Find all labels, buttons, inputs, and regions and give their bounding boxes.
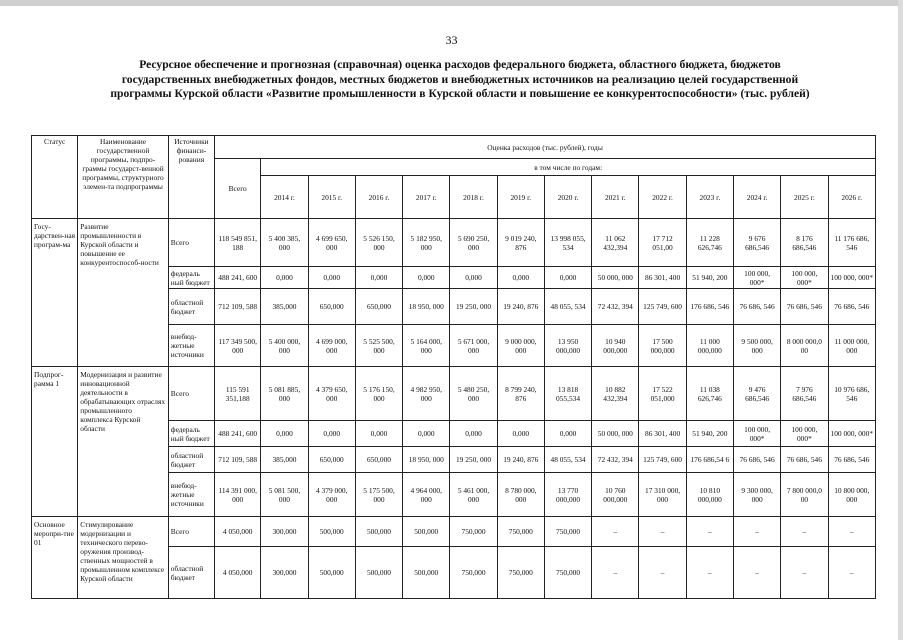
row-year-value: 5 182 950, 000: [403, 219, 450, 267]
row-source: Всего: [168, 517, 214, 547]
row-year-value: 100 000, 000*: [828, 267, 875, 289]
row-year-value: 19 250, 000: [450, 447, 497, 473]
row-year-value: 650,000: [308, 289, 355, 325]
row-year-value: 13 770 000,000: [544, 473, 591, 517]
row-status: Подпрог-рамма 1: [32, 367, 78, 517]
row-year-value: 0,000: [450, 267, 497, 289]
row-year-value: –: [686, 517, 733, 547]
row-year-value: 19 240, 876: [497, 289, 544, 325]
row-year-value: 100 000, 000*: [733, 421, 780, 447]
row-year-value: 4 699 000, 000: [308, 325, 355, 367]
page-number: 33: [445, 33, 458, 47]
row-year-value: 9 500 000, 000: [733, 325, 780, 367]
header-year: 2015 г.: [308, 176, 355, 219]
row-total: 118 549 851, 188: [215, 219, 261, 267]
document-title: [60, 58, 860, 102]
row-year-value: 0,000: [261, 267, 308, 289]
row-year-value: 8 176 686,546: [781, 219, 828, 267]
table-row: [32, 367, 876, 421]
header-year: 2021 г.: [592, 176, 639, 219]
header-including: в том числе по годам:: [261, 159, 876, 176]
row-year-value: 11 228 626,746: [686, 219, 733, 267]
row-year-value: 17 500 000,000: [639, 325, 686, 367]
row-year-value: 100 000, 000*: [733, 267, 780, 289]
row-year-value: –: [828, 547, 875, 599]
header-year: 2026 г.: [828, 176, 875, 219]
row-total: 4 050,000: [215, 547, 261, 599]
row-year-value: 0,000: [497, 421, 544, 447]
row-year-value: 650,000: [355, 447, 402, 473]
row-total: 115 591 351,188: [215, 367, 261, 421]
header-estimate: Оценка расходов (тыс. рублей), годы: [215, 136, 876, 159]
budget-table: [31, 135, 876, 599]
row-year-value: 17 712 051,00: [639, 219, 686, 267]
row-year-value: 0,000: [544, 267, 591, 289]
row-total: 117 349 500, 000: [215, 325, 261, 367]
row-year-value: 10 800 000, 000: [828, 473, 875, 517]
row-year-value: 0,000: [450, 421, 497, 447]
row-year-value: 4 964 000, 000: [403, 473, 450, 517]
row-source: областной бюджет: [168, 447, 214, 473]
header-status: Статус: [32, 136, 78, 219]
row-year-value: 100 000, 000*: [828, 421, 875, 447]
row-year-value: 51 940, 200: [686, 267, 733, 289]
row-year-value: 10 940 000,000: [592, 325, 639, 367]
row-year-value: 5 081 500, 000: [261, 473, 308, 517]
row-year-value: 17 522 051,000: [639, 367, 686, 421]
row-year-value: 9 476 686,546: [733, 367, 780, 421]
row-program-name: Стимулирование модернизации и технического перево-оружения производ-ственных мощностей в промышленном комплексе Курской области: [78, 517, 169, 599]
row-year-value: –: [592, 547, 639, 599]
row-year-value: –: [733, 517, 780, 547]
row-year-value: 9 676 686,546: [733, 219, 780, 267]
header-year: 2019 г.: [497, 176, 544, 219]
row-year-value: 500,000: [355, 517, 402, 547]
row-year-value: 5 164 000, 000: [403, 325, 450, 367]
row-total: 712 109, 588: [215, 447, 261, 473]
row-year-value: 176 686, 546: [686, 289, 733, 325]
row-year-value: 5 081 885, 000: [261, 367, 308, 421]
row-status: Госу-дарствен-ная програм-ма: [32, 219, 78, 367]
row-total: 4 050,000: [215, 517, 261, 547]
row-year-value: 500,000: [308, 547, 355, 599]
row-year-value: 750,000: [497, 547, 544, 599]
row-year-value: 500,000: [403, 547, 450, 599]
header-year: 2017 г.: [403, 176, 450, 219]
row-year-value: 5 400 000, 000: [261, 325, 308, 367]
row-year-value: 5 400 385, 000: [261, 219, 308, 267]
row-year-value: 100 000, 000*: [781, 421, 828, 447]
row-year-value: 300,000: [261, 547, 308, 599]
row-year-value: 10 882 432,394: [592, 367, 639, 421]
row-program-name: Развитие промышленности в Курской области и повышение ее конкурентоспособ-ности: [78, 219, 169, 367]
row-year-value: 48 055, 534: [544, 289, 591, 325]
row-year-value: 10 760 000,000: [592, 473, 639, 517]
row-year-value: 76 686, 546: [828, 289, 875, 325]
row-year-value: 5 176 150, 000: [355, 367, 402, 421]
row-year-value: 385,000: [261, 289, 308, 325]
row-year-value: 7 800 000,0 00: [781, 473, 828, 517]
row-year-value: –: [781, 547, 828, 599]
row-year-value: 76 686, 546: [828, 447, 875, 473]
row-year-value: 5 525 500, 000: [355, 325, 402, 367]
row-year-value: 125 749, 600: [639, 289, 686, 325]
row-year-value: 4 982 950, 000: [403, 367, 450, 421]
header-year: 2018 г.: [450, 176, 497, 219]
row-year-value: 72 432, 394: [592, 447, 639, 473]
row-year-value: 0,000: [308, 267, 355, 289]
row-source: внебюд-жетные источники: [168, 473, 214, 517]
header-year: 2024 г.: [733, 176, 780, 219]
row-year-value: 300,000: [261, 517, 308, 547]
row-year-value: 76 686, 546: [781, 289, 828, 325]
row-year-value: 0,000: [261, 421, 308, 447]
row-year-value: 9 300 000, 000: [733, 473, 780, 517]
header-year: 2022 г.: [639, 176, 686, 219]
row-year-value: 11 062 432,394: [592, 219, 639, 267]
table-row: [32, 219, 876, 267]
row-year-value: 9 019 240, 876: [497, 219, 544, 267]
row-year-value: 5 461 000, 000: [450, 473, 497, 517]
row-year-value: 4 379 650, 000: [308, 367, 355, 421]
row-year-value: 5 480 250, 000: [450, 367, 497, 421]
row-year-value: 5 175 500, 000: [355, 473, 402, 517]
header-year: 2025 г.: [781, 176, 828, 219]
row-year-value: 11 000 000,000: [686, 325, 733, 367]
title-line: программы Курской области «Развитие промышленности в Курской области и повышение ее конкурентоспособности» (тыс. рублей): [110, 87, 810, 101]
title-line: государственных внебюджетных фондов, местных бюджетов и внебюджетных источников на реализацию целей государственной: [121, 72, 799, 86]
row-year-value: 0,000: [308, 421, 355, 447]
scan-top-edge: [0, 0, 903, 6]
row-year-value: 0,000: [355, 267, 402, 289]
row-year-value: 4 699 650, 000: [308, 219, 355, 267]
row-program-name: Модернизация и развитие инновационной деятельности в обрабатывающих отраслях промышленного комплекса Курской области: [78, 367, 169, 517]
row-year-value: –: [639, 547, 686, 599]
row-source: областной бюджет: [168, 289, 214, 325]
row-year-value: 8 780 000, 000: [497, 473, 544, 517]
row-year-value: 13 998 055, 534: [544, 219, 591, 267]
row-year-value: 86 301, 400: [639, 421, 686, 447]
row-source: областной бюджет: [168, 547, 214, 599]
table-header: [32, 136, 876, 219]
row-year-value: 100 000, 000*: [781, 267, 828, 289]
row-year-value: 750,000: [450, 547, 497, 599]
row-year-value: 5 690 250, 000: [450, 219, 497, 267]
row-year-value: 750,000: [450, 517, 497, 547]
row-year-value: 86 301, 400: [639, 267, 686, 289]
row-year-value: 72 432, 394: [592, 289, 639, 325]
table-body: [32, 219, 876, 599]
row-year-value: 4 379 000, 000: [308, 473, 355, 517]
table-row: [32, 517, 876, 547]
row-year-value: 176 686,54 6: [686, 447, 733, 473]
row-year-value: 10 976 686, 546: [828, 367, 875, 421]
row-source: Всего: [168, 219, 214, 267]
row-year-value: –: [781, 517, 828, 547]
row-total: 488 241, 600: [215, 421, 261, 447]
row-year-value: –: [733, 547, 780, 599]
row-year-value: 13 818 055,534: [544, 367, 591, 421]
row-status: Основное меропри-тие 01: [32, 517, 78, 599]
row-year-value: 650,000: [355, 289, 402, 325]
row-year-value: 11 000 000, 000: [828, 325, 875, 367]
row-year-value: 7 976 686,546: [781, 367, 828, 421]
row-year-value: 0,000: [403, 421, 450, 447]
row-total: 712 109, 588: [215, 289, 261, 325]
row-year-value: 5 671 000, 000: [450, 325, 497, 367]
row-total: 114 391 000, 000: [215, 473, 261, 517]
row-year-value: 0,000: [355, 421, 402, 447]
row-year-value: 18 950, 000: [403, 447, 450, 473]
row-year-value: 76 686, 546: [733, 447, 780, 473]
header-year: 2023 г.: [686, 176, 733, 219]
header-year: 2020 г.: [544, 176, 591, 219]
row-year-value: –: [592, 517, 639, 547]
row-year-value: 385,000: [261, 447, 308, 473]
row-year-value: 19 240, 876: [497, 447, 544, 473]
row-year-value: –: [686, 547, 733, 599]
row-year-value: 750,000: [544, 517, 591, 547]
row-year-value: –: [639, 517, 686, 547]
row-year-value: 13 950 000,000: [544, 325, 591, 367]
row-source: федераль ный бюджет: [168, 267, 214, 289]
row-year-value: 125 749, 600: [639, 447, 686, 473]
scan-right-edge: [898, 0, 903, 640]
row-year-value: –: [828, 517, 875, 547]
header-name: Наименование государственной программы, подпро-граммы государст-венной программы, структурного элемен-та подпрограммы: [78, 136, 169, 219]
row-year-value: 500,000: [308, 517, 355, 547]
row-source: Всего: [168, 367, 214, 421]
row-year-value: 17 310 000, 000: [639, 473, 686, 517]
row-year-value: 50 000, 000: [592, 421, 639, 447]
header-sources: Источники финанси-рования: [168, 136, 214, 219]
row-year-value: 8 000 000,0 00: [781, 325, 828, 367]
row-year-value: 0,000: [544, 421, 591, 447]
row-total: 488 241, 600: [215, 267, 261, 289]
row-year-value: 0,000: [403, 267, 450, 289]
row-source: внебюд-жетные источники: [168, 325, 214, 367]
row-year-value: 9 000 000, 000: [497, 325, 544, 367]
row-year-value: 5 526 150, 000: [355, 219, 402, 267]
row-year-value: 50 000, 000: [592, 267, 639, 289]
row-year-value: 19 250, 000: [450, 289, 497, 325]
row-year-value: 750,000: [497, 517, 544, 547]
row-year-value: 8 799 240, 876: [497, 367, 544, 421]
row-year-value: 11 176 686, 546: [828, 219, 875, 267]
row-year-value: 11 038 626,746: [686, 367, 733, 421]
row-year-value: 18 950, 000: [403, 289, 450, 325]
row-source: федераль ный бюджет: [168, 421, 214, 447]
row-year-value: 0,000: [497, 267, 544, 289]
row-year-value: 51 940, 200: [686, 421, 733, 447]
row-year-value: 500,000: [355, 547, 402, 599]
row-year-value: 10 810 000,000: [686, 473, 733, 517]
header-year: 2014 г.: [261, 176, 308, 219]
row-year-value: 76 686, 546: [781, 447, 828, 473]
row-year-value: 750,000: [544, 547, 591, 599]
header-year: 2016 г.: [355, 176, 402, 219]
row-year-value: 76 686, 546: [733, 289, 780, 325]
title-line: Ресурсное обеспечение и прогнозная (справочная) оценка расходов федерального бюджета, областного бюджета, бюджетов: [139, 58, 781, 71]
row-year-value: 650,000: [308, 447, 355, 473]
row-year-value: 500,000: [403, 517, 450, 547]
header-total: Всего: [215, 159, 261, 219]
row-year-value: 48 055, 534: [544, 447, 591, 473]
